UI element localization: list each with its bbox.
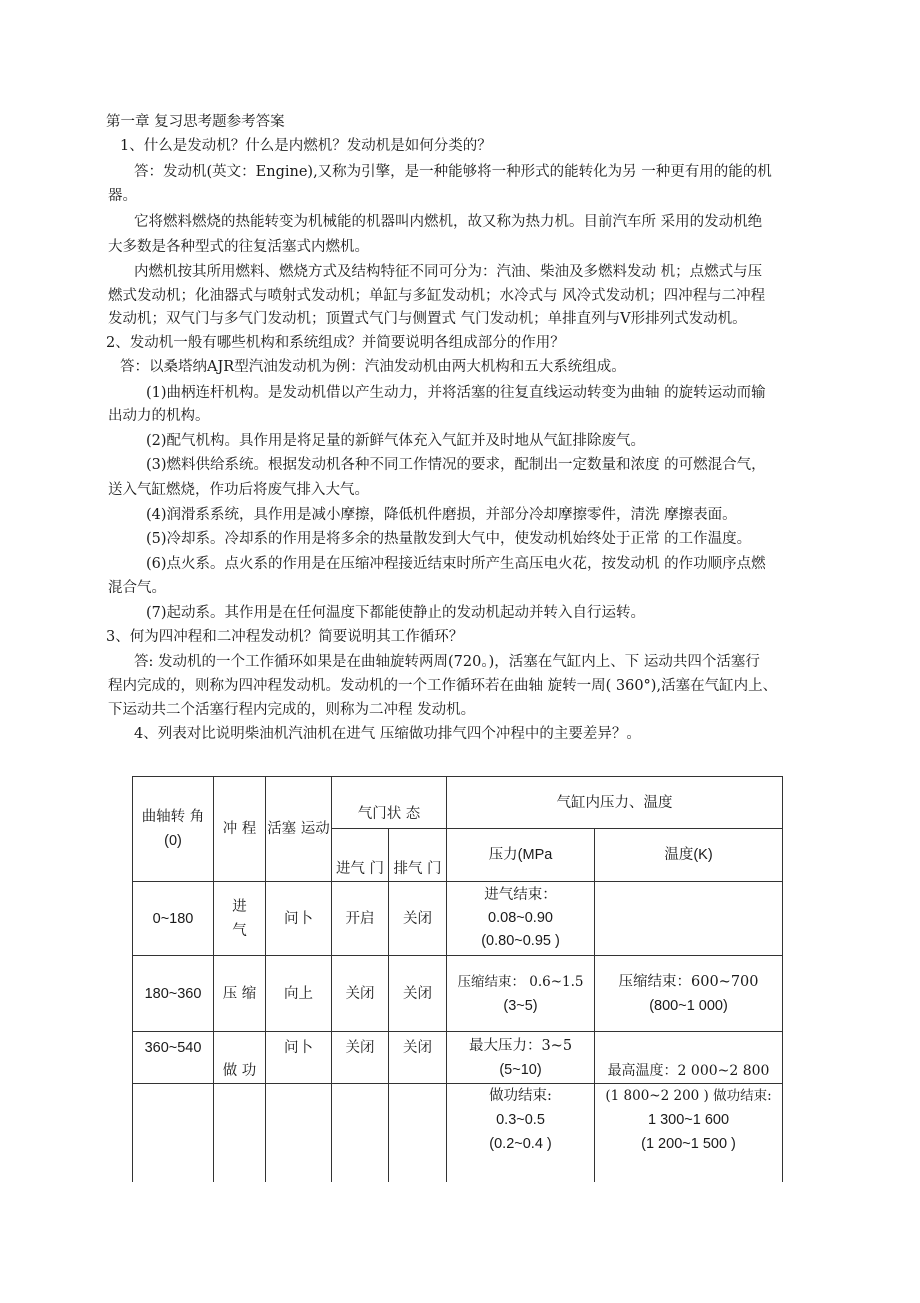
row-pressure: 做功结束: 0.3~0.5 (0.2~0.4 ) [447, 1084, 595, 1182]
header-valve-state: 气门状 态 [332, 777, 447, 829]
row-angle: 180~360 [133, 956, 214, 1032]
row-pressure: 进气结束： 0.08~0.90 (0.80~0.95 ) [447, 882, 595, 956]
row-temperature [595, 882, 783, 956]
answer-2-item-2: (2)配气机构。具作用是将足量的新鲜气体充入气缸并及时地从气缸排除废气。 [146, 433, 646, 449]
row-temperature: 压缩结束：600~700 (800~1 000) [595, 956, 783, 1032]
row-temperature: 最高温度：2 000~2 800 [595, 1032, 783, 1084]
row-pressure: 最大压力：3~5 (5~10) [447, 1032, 595, 1084]
answer-2-item-7: (7)起动系。其作用是在任何温度下都能使静止的发动机起动并转入自行运转。 [146, 605, 646, 621]
header-stroke: 冲 程 [214, 777, 266, 882]
row-intake [332, 1084, 389, 1182]
row-exhaust [389, 1084, 447, 1182]
header-intake-valve: 进气 门 [332, 829, 389, 882]
answer-1-line-2: 器。 [108, 188, 137, 204]
header-pressure: 压力(MPa [447, 829, 595, 882]
header-piston-motion: 活塞 运动 [266, 777, 332, 882]
answer-2-item-1-line-2: 出动力的机构。 [108, 408, 210, 424]
answer-3-line-1: 答: 发动机的一个工作循环如果是在曲轴旋转两周(720。)，活塞在气缸内上、下 运动共四个活塞行 [134, 654, 760, 670]
row-piston [266, 1084, 332, 1182]
header-cylinder-state: 气缸内压力、温度 [447, 777, 783, 829]
header-exhaust-valve: 排气 门 [389, 829, 447, 882]
answer-2-item-1-line-1: (1)曲柄连杆机构。是发动机借以产生动力，并将活塞的往复直线运动转变为曲轴 的旋转运动而输 [146, 385, 766, 401]
row-angle [133, 1084, 214, 1182]
answer-1-para3-line-2: 燃式发动机；化油器式与喷射式发动机；单缸与多缸发动机；水冷式与 风冷式发动机；四冲程与二冲程 [108, 288, 766, 304]
row-intake: 开启 [332, 882, 389, 956]
row-stroke [214, 1084, 266, 1182]
answer-2-intro: 答：以桑塔纳AJR型汽油发动机为例：汽油发动机由两大机构和五大系统组成。 [120, 359, 626, 375]
header-crank-angle: 曲轴转 角 (0) [133, 777, 214, 882]
row-angle: 360~540 [133, 1032, 214, 1084]
answer-3-line-2: 程内完成的，则称为四冲程发动机。发动机的一个工作循环若在曲轴 旋转一周( 360°),活塞在气缸内上、 [108, 678, 778, 694]
stroke-comparison-table [132, 776, 783, 1182]
row-intake: 关闭 [332, 1032, 389, 1084]
table-row [133, 1032, 783, 1084]
answer-1-para3-line-1: 内燃机按其所用燃料、燃烧方式及结构特征不同可分为：汽油、柴油及多燃料发动 机；点燃式与压 [134, 264, 763, 280]
row-piston: 问卜 [266, 882, 332, 956]
answer-1-para3-line-3: 发动机；双气门与多气门发动机；顶置式气门与侧置式 气门发动机；单排直列与V形排列式发动机。 [108, 311, 747, 327]
row-stroke: 进 气 [214, 882, 266, 956]
table-row [133, 956, 783, 1032]
question-1: 1、什么是发动机？什么是内燃机？发动机是如何分类的？ [120, 138, 492, 154]
row-pressure: 压缩结束： 0.6~1.5 (3~5) [447, 956, 595, 1032]
row-temperature: (1 800~2 200 ) 做功结束: 1 300~1 600 (1 200~1 500 ) [595, 1084, 783, 1182]
row-stroke: 压 缩 [214, 956, 266, 1032]
row-exhaust: 关闭 [389, 1032, 447, 1084]
row-angle: 0~180 [133, 882, 214, 956]
answer-2-item-5: (5)冷却系。冷却系的作用是将多余的热量散发到大气中，使发动机始终处于正常 的工作温度。 [146, 531, 752, 547]
row-piston: 向上 [266, 956, 332, 1032]
row-piston: 问卜 [266, 1032, 332, 1084]
row-intake: 关闭 [332, 956, 389, 1032]
answer-3-line-3: 下运动共二个活塞行程内完成的，则称为二冲程 发动机。 [108, 702, 476, 718]
answer-2-item-6-line-2: 混合气。 [108, 580, 166, 596]
answer-1-line-1: 答：发动机(英文：Engine),又称为引擎，是一种能够将一种形式的能转化为另 一种更有用的能的机 [134, 164, 772, 180]
table-row [133, 1084, 783, 1182]
answer-2-item-3-line-2: 送入气缸燃烧，作功后将废气排入大气。 [108, 482, 369, 498]
table-row [133, 882, 783, 956]
row-exhaust: 关闭 [389, 956, 447, 1032]
table-header-row-1 [133, 777, 783, 829]
answer-1-para2-line-2: 大多数是各种型式的往复活塞式内燃机。 [108, 239, 369, 255]
answer-1-para2-line-1: 它将燃料燃烧的热能转变为机械能的机器叫内燃机，故又称为热力机。目前汽车所 采用的发动机绝 [134, 214, 763, 230]
header-temperature: 温度(K) [595, 829, 783, 882]
chapter-heading: 第一章 复习思考题参考答案 [106, 114, 285, 130]
answer-2-item-3-line-1: (3)燃料供给系统。根据发动机各种不同工作情况的要求，配制出一定数量和浓度 的可燃混合气， [146, 457, 766, 473]
question-4: 4、列表对比说明柴油机汽油机在进气 压缩做功排气四个冲程中的主要差异？。 [134, 726, 641, 742]
question-3: 3、何为四冲程和二冲程发动机？简要说明其工作循环？ [106, 629, 464, 645]
question-2: 2、发动机一般有哪些机构和系统组成？并简要说明各组成部分的作用？ [106, 335, 565, 351]
answer-2-item-4: (4)润滑系系统，具作用是减小摩擦，降低机件磨损，并部分冷却摩擦零件，清洗 摩擦表面。 [146, 507, 737, 523]
answer-2-item-6-line-1: (6)点火系。点火系的作用是在压缩冲程接近结束时所产生高压电火花，按发动机 的作功顺序点燃 [146, 556, 766, 572]
row-stroke: 做 功 [214, 1032, 266, 1084]
row-exhaust: 关闭 [389, 882, 447, 956]
